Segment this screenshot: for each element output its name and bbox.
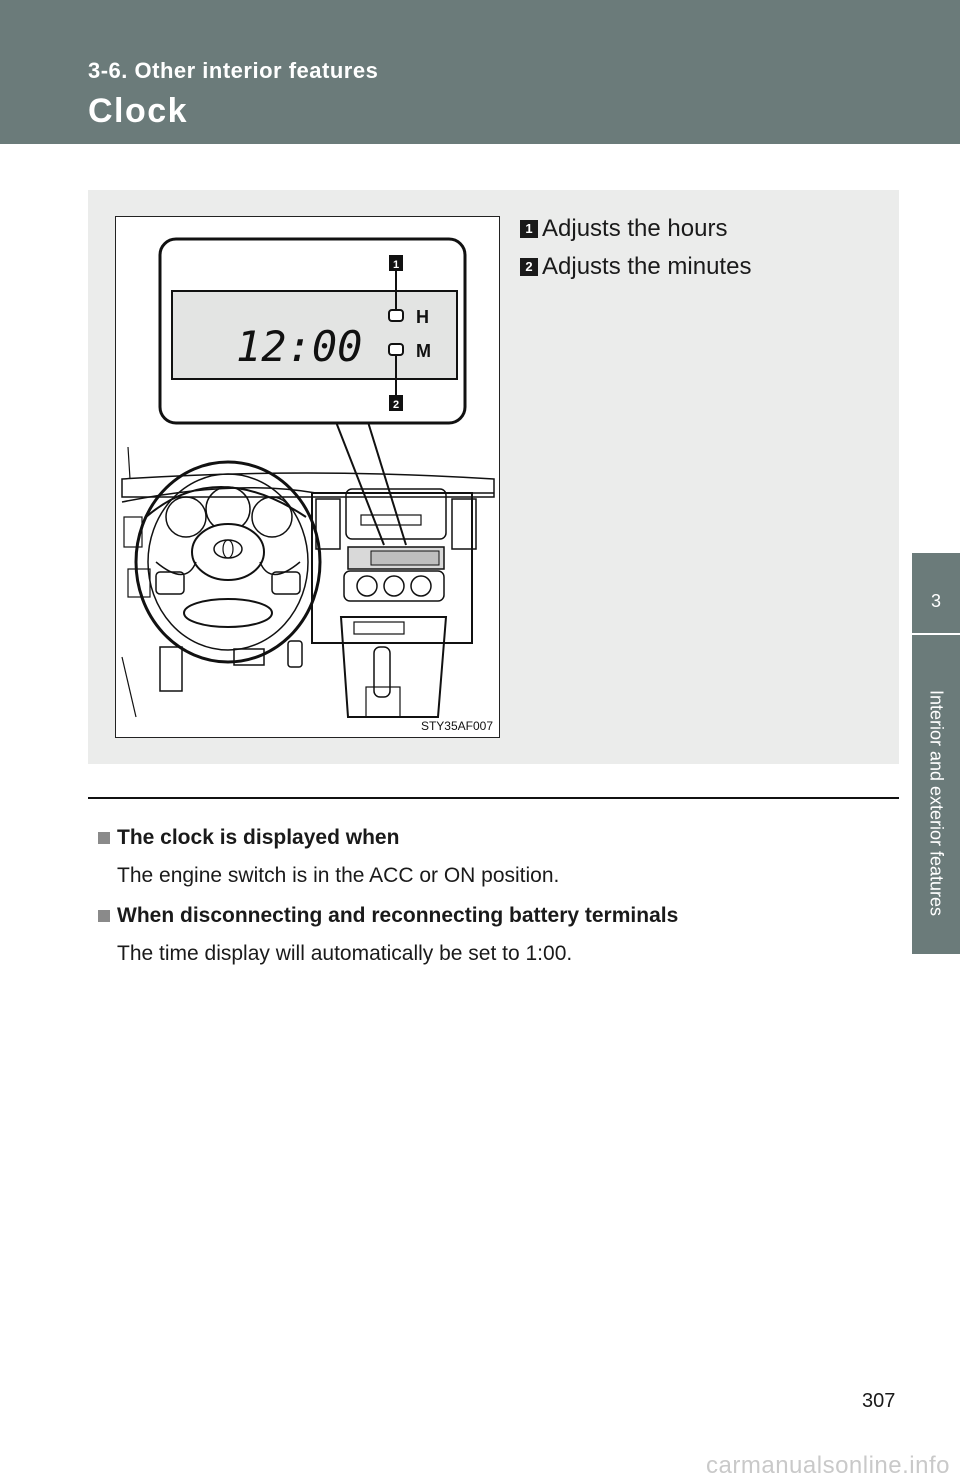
watermark-link[interactable]: carmanualsonline.info (706, 1452, 950, 1479)
chapter-side-tab[interactable] (912, 553, 960, 954)
figure-code: STY35AF007 (420, 719, 493, 733)
chapter-number: 3 (930, 591, 941, 611)
callout-number: 1 (520, 220, 538, 238)
callout-list (520, 210, 880, 286)
page-title: Clock (88, 92, 189, 130)
note-body: The engine switch is in the ACC or ON position. (117, 864, 560, 887)
tab-divider (912, 633, 960, 635)
page-number: 307 (862, 1390, 896, 1412)
section-label: 3-6. Other interior features (88, 58, 379, 83)
square-bullet-icon (98, 832, 110, 844)
note-heading (98, 826, 898, 850)
dashboard-drawing (116, 217, 499, 737)
callout-text: Adjusts the minutes (542, 253, 752, 280)
hour-button (389, 310, 403, 321)
callout-number: 2 (520, 258, 538, 276)
note-heading-text: The clock is displayed when (117, 826, 400, 849)
minute-button-label: M (416, 341, 431, 361)
minute-button (389, 344, 403, 355)
callout-item (520, 248, 880, 286)
callout-item (520, 210, 880, 248)
hour-button-label: H (416, 307, 429, 327)
note-block (98, 826, 898, 888)
svg-text:2: 2 (393, 399, 400, 411)
figure-panel (88, 190, 899, 764)
header-bar (0, 0, 960, 144)
callout-text: Adjusts the hours (542, 215, 728, 242)
note-heading-text: When disconnecting and reconnecting battery terminals (117, 904, 679, 927)
note-body: The time display will automatically be set to 1:00. (117, 942, 573, 965)
clock-time-text: 12:00 (236, 322, 363, 371)
note-heading (98, 904, 898, 928)
chapter-label: Interior and exterior features (926, 689, 947, 917)
svg-text:1: 1 (393, 259, 400, 271)
clock-illustration (115, 216, 500, 738)
note-block (98, 904, 898, 966)
section-divider (88, 797, 899, 799)
square-bullet-icon (98, 910, 110, 922)
